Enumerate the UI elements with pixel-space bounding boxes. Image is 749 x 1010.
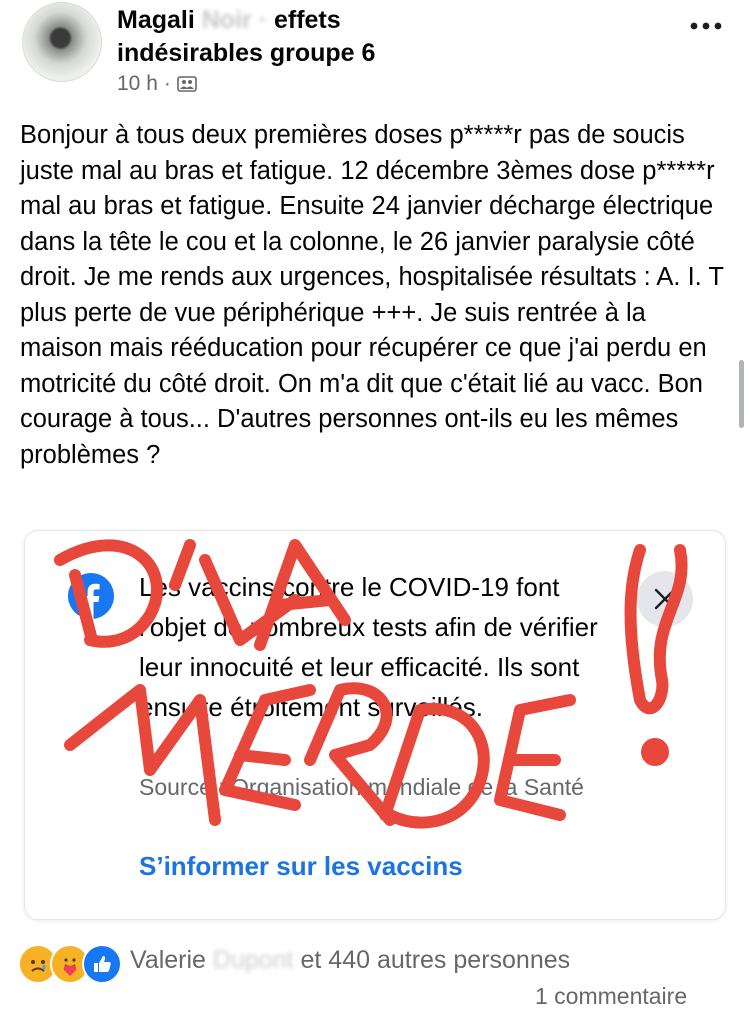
reactors-text[interactable] (130, 946, 570, 975)
more-options-icon[interactable] (686, 14, 726, 38)
reactor-name: Valerie (130, 946, 206, 974)
scrollbar-thumb[interactable] (739, 360, 744, 428)
reactors-count: et 440 autres personnes (300, 946, 571, 974)
close-icon (653, 587, 677, 611)
info-card-text: Les vaccins contre le COVID-19 font l'objet de nombreux tests afin de vérifier leur innocuité et leur efficacité. Ils sont ensuite étroitement surveillés. (139, 572, 598, 722)
info-card-source: Source : Organisation mondiale de la Santé (139, 774, 584, 800)
close-card-button[interactable] (637, 571, 693, 627)
author-avatar[interactable] (22, 2, 102, 82)
post-meta (117, 72, 197, 96)
meta-separator: · (163, 72, 171, 95)
reaction-icons[interactable] (18, 944, 114, 984)
covid-info-card (24, 530, 726, 920)
post-header-title (117, 4, 657, 70)
post-body-text: Bonjour à tous deux premières doses p*****r pas de soucis juste mal au bras et fatigue. 12 décembre 3èmes dose p*****r mal au bras et fatigue. Ensuite 24 janvier décharge électrique dans la tête le cou et la colonne, le 26 janvier paralysie côté droit. Je me rends aux urgences, hospitalisée résultats : A. I. T plus perte de vue périphérique +++. Je suis rentrée à la maison mais rééducation pour récupérer ce que j'ai perdu en motricité du côté droit. On m'a dit que c'était lié au vacc. Bon courage à tous... D'autres personnes ont-ils eu les mêmes problèmes ? (20, 121, 724, 469)
group-name[interactable]: effets (273, 6, 341, 34)
comments-count[interactable]: 1 commentaire (535, 983, 688, 1009)
facebook-logo-icon (68, 573, 114, 619)
group-audience-icon (177, 76, 197, 92)
redacted-reactor: Dupont (212, 946, 294, 974)
author-name[interactable]: Magali (117, 6, 195, 34)
group-name-line2[interactable]: indésirables groupe 6 (117, 39, 376, 67)
like-icon (82, 944, 122, 984)
post-time[interactable]: 10 h (117, 72, 158, 95)
vaccine-info-link[interactable]: S’informer sur les vaccins (139, 851, 463, 881)
redacted-name: Noir · (201, 6, 274, 34)
